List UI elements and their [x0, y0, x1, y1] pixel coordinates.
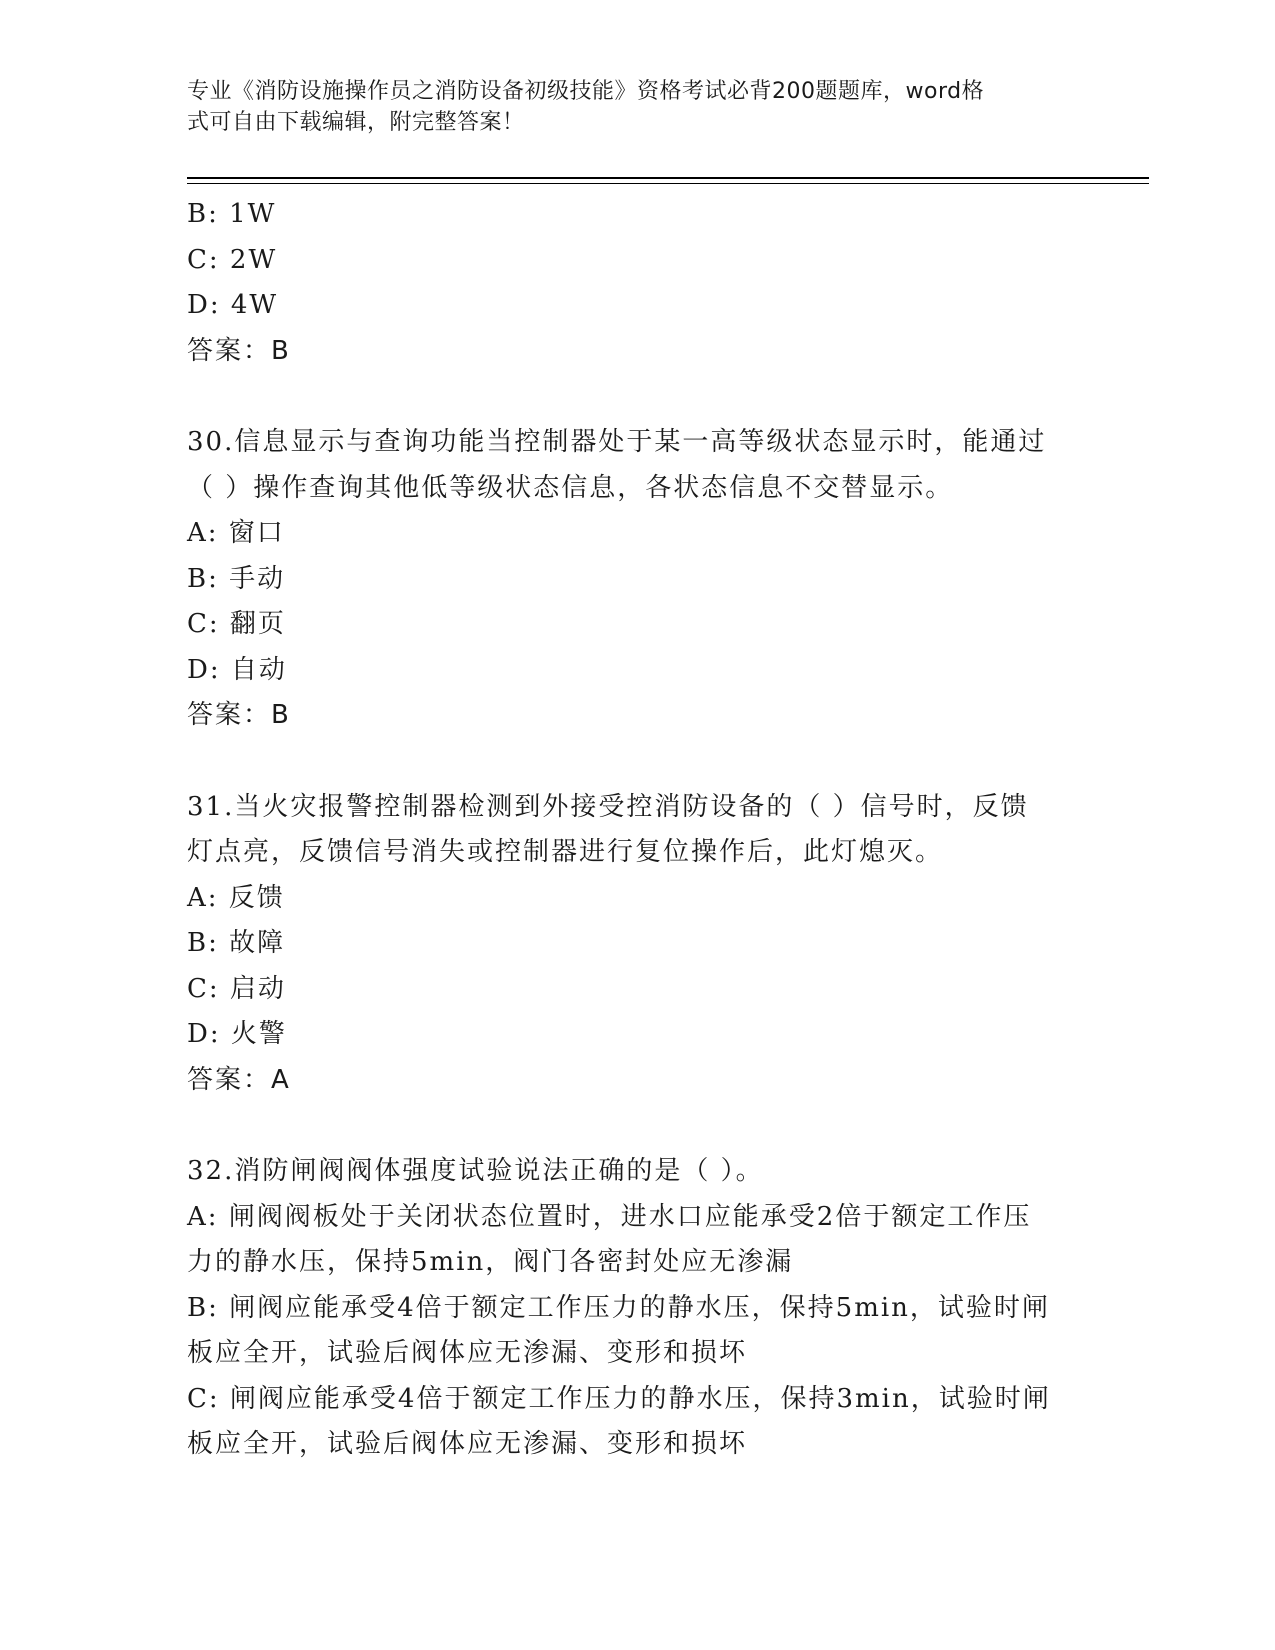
option-c: C: 启动 [187, 973, 286, 1004]
answer: 答案：B [187, 700, 291, 730]
document-header [187, 76, 1067, 138]
option-b: B: 手动 [187, 563, 286, 594]
option-c: C: 2W [187, 244, 278, 275]
option-c: C: 翻页 [187, 609, 286, 639]
option-c-line-1: C: 闸阀应能承受4倍于额定工作压力的静水压，保持3min，试验时闸 [187, 1383, 1051, 1414]
answer: 答案：B [187, 335, 291, 366]
option-a-line-2: 力的静水压，保持5min，阀门各密封处应无渗漏 [187, 1247, 794, 1277]
question-text-line-1: 32.消防闸阀阀体强度试验说法正确的是（ ）。 [187, 1156, 764, 1186]
option-d: D: 4W [187, 290, 279, 320]
question-text-line-1: 30.信息显示与查询功能当控制器处于某一高等级状态显示时，能通过 [187, 427, 1047, 457]
option-b-line-2: 板应全开，试验后阀体应无渗漏、变形和损坏 [187, 1338, 748, 1368]
question-32 [187, 1149, 1087, 1468]
question-partial [187, 192, 1087, 374]
document-body [187, 192, 1087, 1468]
option-d: D: 火警 [187, 1019, 287, 1049]
option-a-line-1: A: 闸阀阀板处于关闭状态位置时，进水口应能承受2倍于额定工作压 [187, 1201, 1032, 1232]
header-rule-thick [187, 177, 1149, 179]
question-31 [187, 785, 1087, 1104]
header-rule-thin [187, 183, 1149, 184]
question-text-line-2: （ ）操作查询其他低等级状态信息，各状态信息不交替显示。 [187, 472, 954, 503]
option-b: B: 故障 [187, 928, 286, 958]
option-b: B: 1W [187, 199, 277, 229]
header-line-1: 专业《消防设施操作员之消防设备初级技能》资格考试必背200题题库，word格 [187, 79, 985, 104]
question-text-line-2: 灯点亮，反馈信号消失或控制器进行复位操作后，此灯熄灭。 [187, 837, 944, 867]
question-text-line-1: 31.当火灾报警控制器检测到外接受控消防设备的（ ）信号时，反馈 [187, 791, 1029, 822]
option-a: A: 窗口 [187, 518, 285, 548]
header-line-2: 式可自由下载编辑，附完整答案！ [187, 110, 525, 135]
answer: 答案：A [187, 1064, 291, 1095]
option-d: D: 自动 [187, 654, 287, 685]
option-a: A: 反馈 [187, 882, 285, 913]
question-30 [187, 420, 1087, 739]
option-b-line-1: B: 闸阀应能承受4倍于额定工作压力的静水压，保持5min，试验时闸 [187, 1292, 1050, 1323]
option-c-line-2: 板应全开，试验后阀体应无渗漏、变形和损坏 [187, 1429, 748, 1459]
